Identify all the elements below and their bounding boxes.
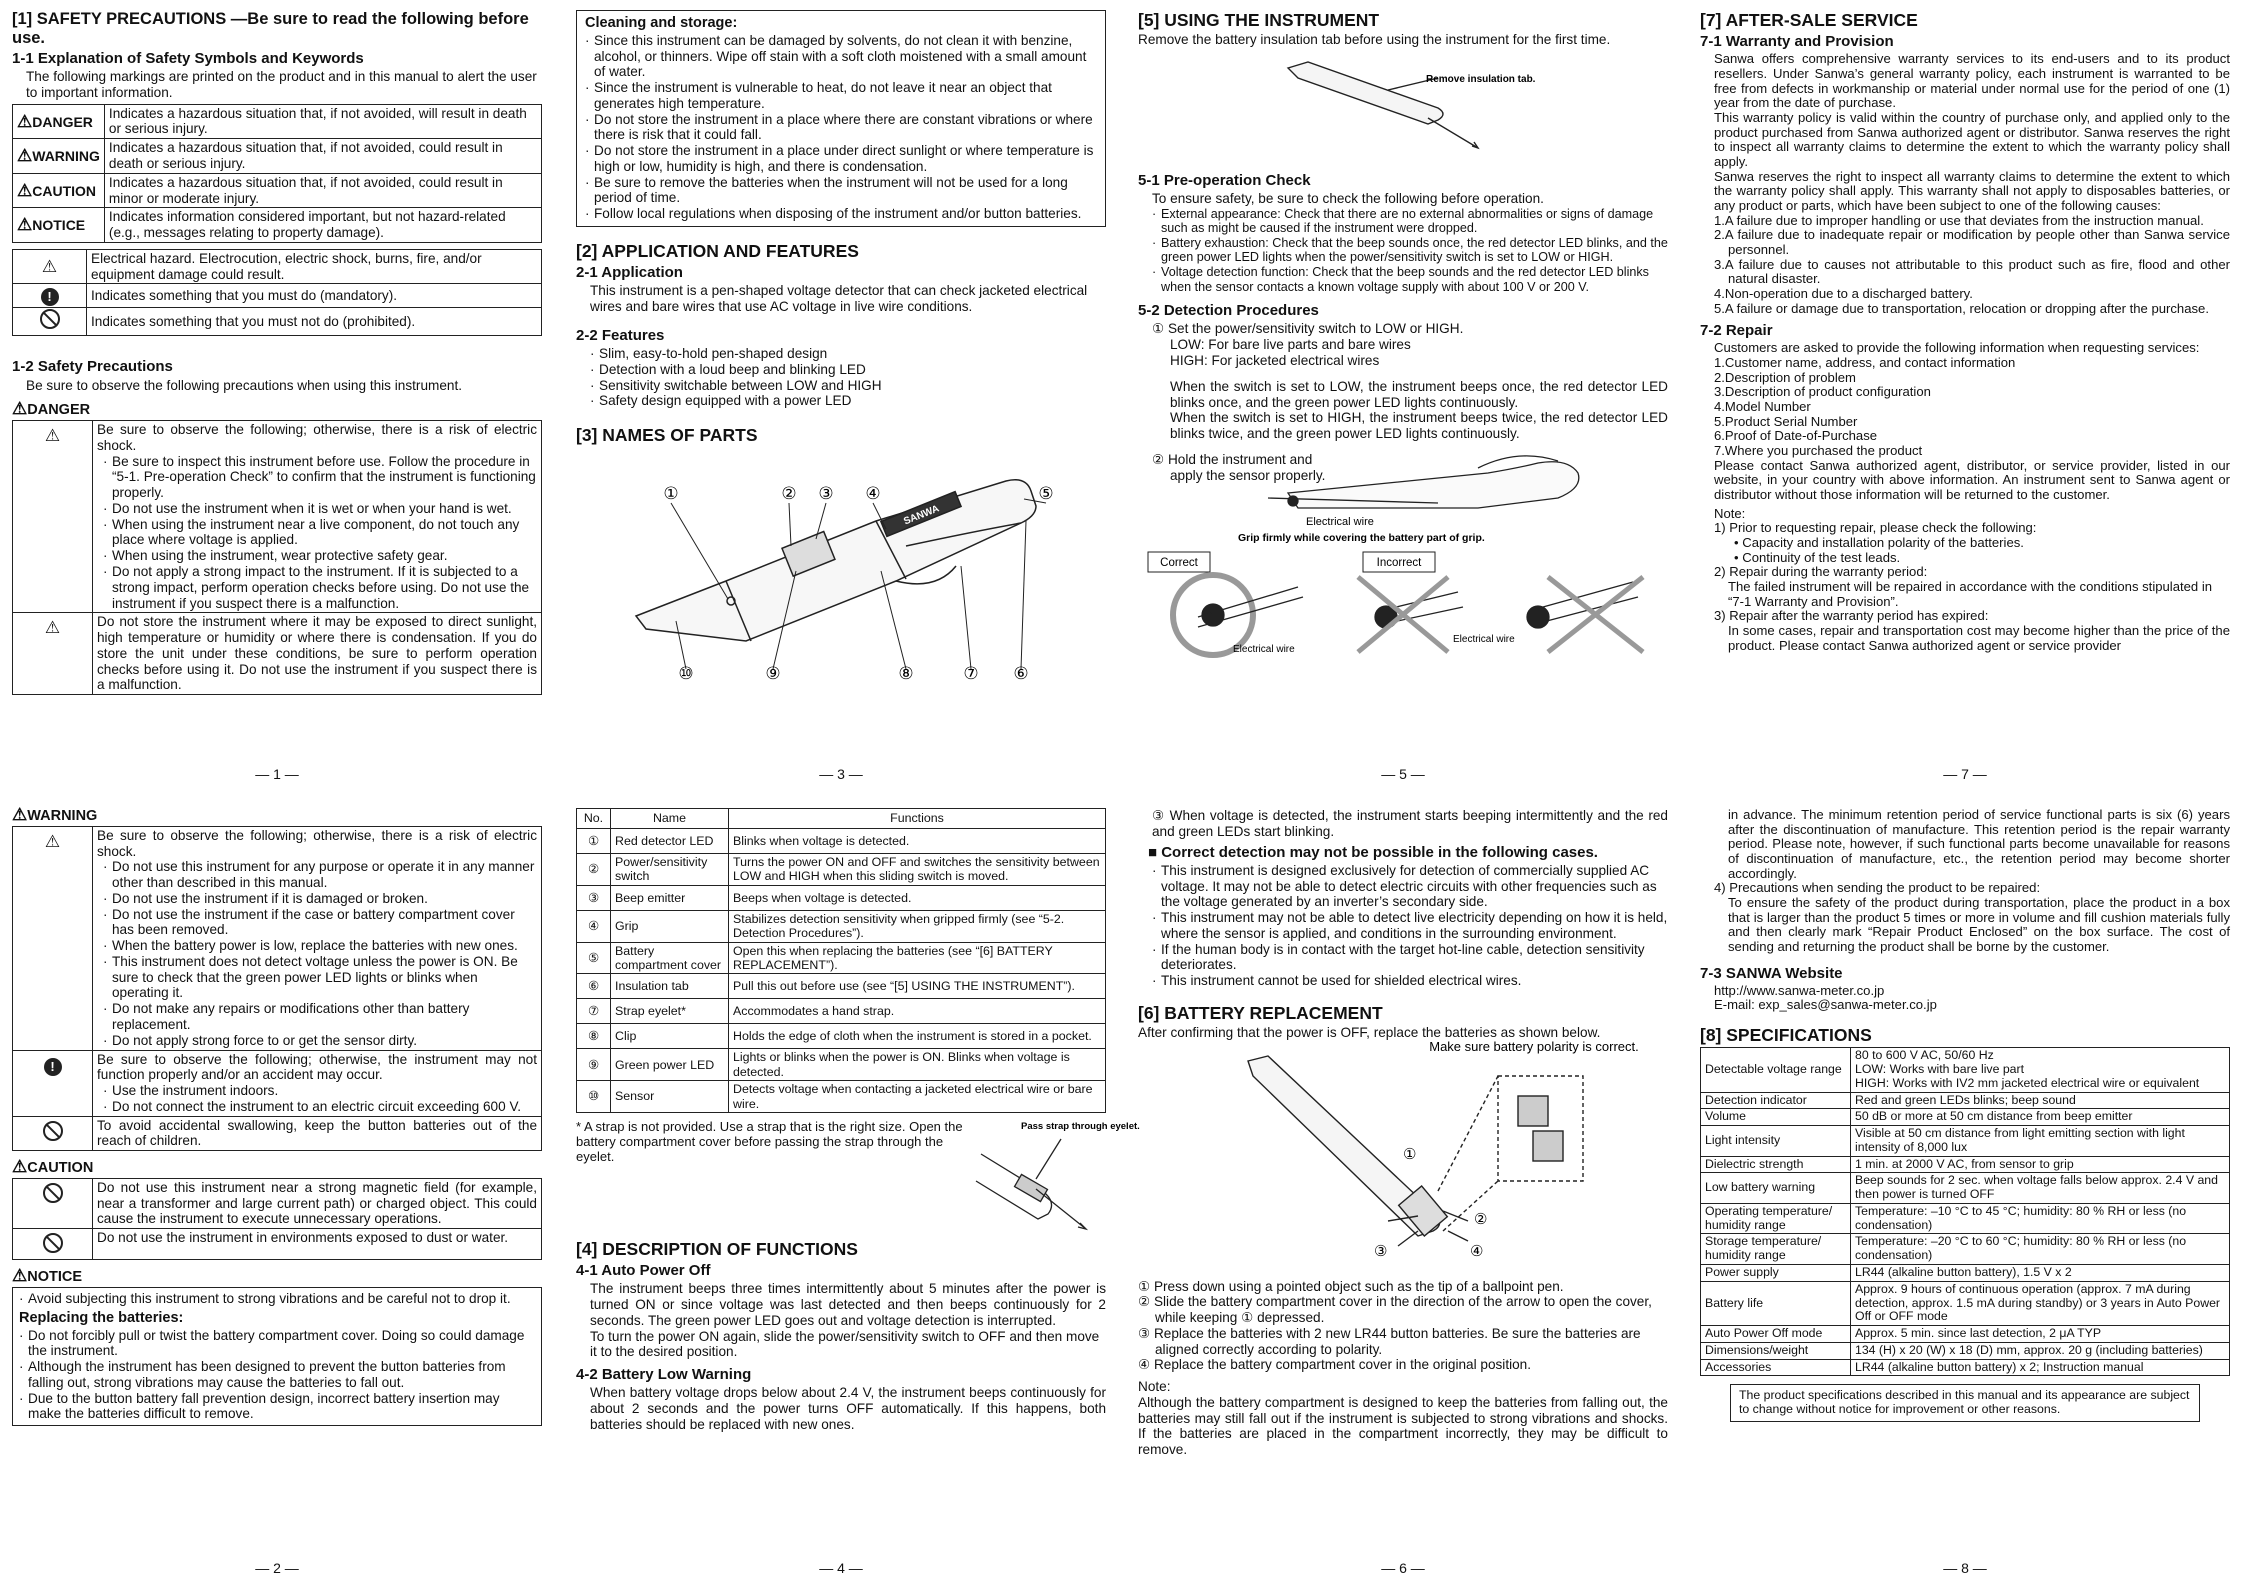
page-2 [12, 805, 542, 1550]
list-item: Continuity of the test leads. [1742, 549, 1901, 565]
strap-figure [976, 1119, 1140, 1234]
list-item: · This instrument is designed exclusively for detection of commercially supplied AC voltage. It may not be able to detect electric circuits with other frequencies such as the voltage generated by an inverter’s secondary side. [1152, 863, 1668, 910]
mandatory-icon: ! [41, 288, 59, 306]
keyword-text: Indicates information considered important, but not hazard-related (e.g., messages relating to property damage). [104, 208, 541, 243]
pen-illustration [636, 480, 1036, 641]
step-2: ② Hold the instrument and [1152, 451, 1313, 467]
caution-row [13, 1229, 542, 1260]
list-item: 1.A failure due to improper handling or use that deviates from the instruction manual. [1714, 212, 2204, 228]
section-4-1-text: The instrument beeps three times intermittently about 5 minutes after the power is turned ON or since voltage was last detected and then beeps continuously for 2 seconds. The green power LED goes out and voltage detection is interrupted. [590, 1281, 1106, 1328]
list-item: 3.A failure due to causes not attributable to this product such as fire, flood and other natural disaster. [1714, 256, 2230, 287]
correct-label: Correct [1160, 557, 1198, 570]
prohibited-icon [40, 309, 60, 329]
list-item: · When using the instrument, wear protective safety gear. [103, 548, 537, 564]
table-row: ⑩ Sensor Detects voltage when contacting a jacketed electrical wire or bare wire. [577, 1081, 1106, 1113]
section-4-2-title: 4-2 Battery Low Warning [576, 1366, 752, 1384]
prohibited-icon [43, 1183, 63, 1203]
warning-triangle-icon: ⚠ [12, 399, 28, 419]
list-item: · Do not use the instrument if it is damaged or broken. [103, 891, 537, 907]
step-1-desc-2: When the switch is set to HIGH, the instrument beeps twice, the red detector LED blinks twice, and the green power LED lights continuously. [1170, 410, 1668, 442]
keyword-table [12, 104, 542, 243]
symbol-text: Electrical hazard. Electrocution, electric shock, burns, fire, and/or equipment damage could result. [87, 249, 542, 284]
page-number: — 2 — [255, 1560, 299, 1576]
list-item: 5.A failure or damage due to transportation, relocation or dropping after the purchase. [1714, 300, 2209, 316]
section-7-2-title: 7-2 Repair [1700, 322, 1773, 340]
warning-triangle-icon: ⚠ [12, 1266, 28, 1286]
table-row: Low battery warning Beep sounds for 2 sec. when voltage falls below approx. 2.4 V and then power is turned OFF [1701, 1173, 2230, 1204]
danger-table [12, 420, 542, 695]
table-header-row [577, 809, 1106, 829]
section-5-1-intro: To ensure safety, be sure to check the following before operation. [1152, 190, 1544, 206]
note-item: 2) Repair during the warranty period: [1714, 564, 1928, 580]
section-5-intro: Remove the battery insulation tab before using the instrument for the first time. [1138, 32, 1611, 48]
list-item: · Do not store the instrument in a place where there are constant vibrations or where there is risk that it could fall. [585, 112, 1097, 144]
section-2-1-text: This instrument is a pen-shaped voltage detector that can check jacketed electrical wires and bare wires that use AC voltage in live wire conditions. [590, 283, 1088, 315]
step-1: ① Set the power/sensitivity switch to LOW or HIGH. [1152, 321, 1464, 337]
warning-triangle-icon: ⚠ [12, 1157, 28, 1177]
caution-text: Do not use this instrument near a strong magnetic field (for example, near a transformer and large current path) or charged object. This could cause the instrument to execute unnecessary operations. [97, 1179, 537, 1227]
table-row: Auto Power Off mode Approx. 5 min. since last detection, 2 μA TYP [1701, 1326, 2230, 1343]
list-item: · If the human body is in contact with the target hot-line cable, detection sensitivity deteriorates. [1152, 942, 1668, 974]
symbol-row [13, 249, 542, 284]
section-1-2-title: 1-2 Safety Precautions [12, 358, 173, 376]
table-row: Detectable voltage range 80 to 600 V AC, 50/60 Hz LOW: Works with bare live part HIGH: Works with IV2 mm jacketed electrical wire or equivalent [1701, 1048, 2230, 1092]
spec-table [1700, 1047, 2230, 1376]
keyword-row [13, 139, 542, 174]
list-item: 4.Model Number [1714, 399, 1811, 415]
electrical-wire-label: Electrical wire [1306, 516, 1374, 529]
section-5-title: [5] USING THE INSTRUMENT [1138, 10, 1380, 30]
page-6 [1138, 808, 1668, 1553]
list-item: · Battery exhaustion: Check that the beep sounds once, the red detector LED blinks, and the green power LED lights when the power/sensitivity switch is set to LOW or HIGH. [1152, 236, 1668, 265]
website-link[interactable]: http://www.sanwa-meter.co.jp [1714, 982, 1885, 998]
battery-steps [1138, 1279, 1668, 1374]
insulation-tab-figure [1138, 48, 1668, 158]
list-item: · Do not make any repairs or modifications other than battery replacement. [103, 1001, 537, 1033]
list-item: · This instrument cannot be used for shielded electrical wires. [1152, 973, 1668, 989]
note-text: To ensure the safety of the product during transportation, place the product in a box that is larger than the product 5 times or more in volume and fill cushion materials fully and then clearly mark “Repair Product Enclosed” on the box surface. The cost of sending and returning the product shall be borne by the customer. [1728, 894, 2230, 954]
table-row: Detection indicator Red and green LEDs blinks; beep sound [1701, 1092, 2230, 1109]
list-item: · Although the instrument has been designed to prevent the button batteries from falling out, strong vibrations may cause the batteries to fall out. [19, 1359, 535, 1391]
list-item: · Sensitivity switchable between LOW and HIGH [590, 378, 1106, 394]
note-item: 4) Precautions when sending the product to be repaired: [1714, 880, 2041, 896]
list-item: · Slim, easy-to-hold pen-shaped design [590, 346, 1106, 362]
keyword-text: Indicates a hazardous situation that, if not avoided, could result in minor or moderate injury. [104, 173, 541, 208]
warranty-text: Sanwa reserves the right to inspect all warranty claims to determine the extent to which the warranty policy shall apply. This warranty shall not apply to disposables batteries, or any product or parts, which have been subject to one of the following causes: [1714, 168, 2230, 213]
section-5-1-title: 5-1 Pre-operation Check [1138, 171, 1311, 189]
step-1-desc: When the switch is set to LOW, the instrument beeps once, the red detector LED blinks once, and the green power LED lights continuously. [1170, 378, 1668, 410]
page-number: — 8 — [1943, 1560, 1987, 1576]
note-text: In some cases, repair and transportation cost may become higher than the price of the product. Please contact Sanwa authorized agent or service provider [1728, 622, 2230, 653]
page-number: — 3 — [819, 766, 863, 782]
list-item: · Do not apply strong force to or get the sensor dirty. [103, 1033, 537, 1049]
danger-intro: Be sure to observe the following; otherwise, there is a risk of electric shock. [97, 422, 537, 453]
notice-heading: NOTICE [27, 1269, 83, 1286]
warning-intro: Be sure to observe the following; otherwise, the instrument may not function properly and/or an accident may occur. [97, 1051, 537, 1083]
warning-heading: WARNING [27, 808, 98, 824]
warning-list [97, 859, 537, 1048]
list-item: · Do not use this instrument for any purpose or operate it in any manner other than described in this manual. [103, 859, 537, 891]
repair-intro: Customers are asked to provide the following information when requesting services: [1714, 340, 2200, 356]
table-row: Dielectric strength 1 min. at 2000 V AC, from sensor to grip [1701, 1156, 2230, 1173]
note-text: The failed instrument will be repaired in accordance with the conditions stipulated in “7-1 Warranty and Provision”. [1728, 578, 2213, 609]
column-header: Name [611, 809, 729, 829]
step-1-low: LOW: For bare live parts and bare wires [1170, 337, 1411, 353]
electrical-hazard-icon: ⚠ [41, 257, 58, 277]
danger-heading: DANGER [27, 402, 91, 419]
warning-triangle-icon: ⚠ [17, 215, 33, 235]
parts-table [576, 808, 1106, 1113]
replacing-batteries-title: Replacing the batteries: [19, 1309, 184, 1326]
table-row: ④ Grip Stabilizes detection sensitivity when gripped firmly (see “5-2. Detection Procedures”). [577, 910, 1106, 942]
symbol-row [13, 308, 542, 336]
list-item: Capacity and installation polarity of the batteries. [1742, 534, 2024, 550]
warning-intro: Be sure to observe the following; otherwise, there is a risk of electric shock. [97, 827, 537, 859]
keyword-row [13, 208, 542, 243]
list-item: 4.Non-operation due to a discharged battery. [1714, 285, 1973, 301]
callout-2: ② [781, 484, 797, 504]
list-item: 1.Customer name, address, and contact information [1714, 355, 2016, 371]
spec-note: The product specifications described in this manual and its appearance are subject to change without notice for improvement or other reasons. [1730, 1384, 2200, 1422]
incorrect-label: Incorrect [1376, 557, 1422, 570]
warranty-text: This warranty policy is valid within the country of purchase only, and applied only to the product purchased from Sanwa authorized agent or distributor. Sanwa reserves the right to inspect all warranty claims to determine the extent to which the warranty policy shall apply. [1714, 110, 2230, 169]
list-item: 2.A failure due to inadequate repair or modification by people other than Sanwa service personnel. [1714, 227, 2230, 257]
warning-text: To avoid accidental swallowing, keep the button batteries out of the reach of children. [97, 1117, 537, 1149]
electrical-hazard-icon: ⚠ [44, 831, 61, 851]
table-row: ⑥ Insulation tab Pull this out before use (see “[5] USING THE INSTRUMENT”). [577, 974, 1106, 999]
list-item: · Avoid subjecting this instrument to strong vibrations and be careful not to drop it. [19, 1291, 535, 1307]
callout-9: ⑨ [765, 664, 781, 684]
polarity-label: Make sure battery polarity is correct. [1429, 1038, 1639, 1054]
keyword-label: CAUTION [32, 182, 97, 199]
section-7-1-title: 7-1 Warranty and Provision [1700, 33, 1894, 51]
list-item: · Safety design equipped with a power LED [590, 393, 1106, 409]
callout-8: ⑧ [898, 664, 914, 684]
list-item: 3.Description of product configuration [1714, 384, 1931, 400]
electrical-wire-label: Electrical wire [1233, 644, 1295, 656]
section-2-2-title: 2-2 Features [576, 326, 665, 344]
list-item: 7.Where you purchased the product [1714, 443, 1923, 459]
no-detection-title: ■ Correct detection may not be possible in the following cases. [1148, 843, 1598, 861]
list-item: · Do not use the instrument when it is wet or when your hand is wet. [103, 501, 537, 517]
keyword-label: DANGER [32, 113, 93, 130]
table-row: Operating temperature/ humidity range Temperature: –10 °C to 45 °C; humidity: 80 % RH or less (no condensation) [1701, 1203, 2230, 1234]
list-item: · Since this instrument can be damaged by solvents, do not clean it with benzine, alcohol, or thinners. Wipe off stain with a soft cloth moistened with a small amount of water. [585, 33, 1097, 80]
list-item: · Do not forcibly pull or twist the battery compartment cover. Doing so could damage the instrument. [19, 1328, 535, 1360]
list-item: · When the battery power is low, replace the batteries with new ones. [103, 938, 537, 954]
list-item: · Be sure to inspect this instrument before use. Follow the procedure in “5-1. Pre-operation Check” to confirm that the instrument is functioning properly. [103, 454, 537, 501]
list-item: · Detection with a loud beep and blinking LED [590, 362, 1106, 378]
electrical-hazard-icon: ⚠ [44, 618, 61, 638]
insulation-tab-label: Remove insulation tab. [1426, 73, 1536, 85]
note-item: 3) Repair after the warranty period has expired: [1714, 608, 1989, 624]
section-2-1-title: 2-1 Application [576, 264, 683, 282]
table-row: ⑤ Battery compartment cover Open this when replacing the batteries (see “[6] BATTERY REPLACEMENT”). [577, 942, 1106, 974]
section-1-1-title: 1-1 Explanation of Safety Symbols and Keywords [12, 49, 364, 67]
caution-row [13, 1178, 542, 1228]
warning-triangle-icon: ⚠ [17, 180, 33, 200]
section-7-3-title: 7-3 SANWA Website [1700, 964, 1843, 982]
callout-10: ⑩ [678, 664, 694, 684]
page-number: — 7 — [1943, 766, 1987, 782]
list-item: · Voltage detection function: Check that the beep sounds and the red detector LED blinks when the sensor contacts a known voltage supply with about 100 V or 200 V. [1152, 265, 1668, 294]
features-list [576, 346, 1106, 409]
page-1 [12, 10, 542, 755]
correct-incorrect-figure [1138, 547, 1668, 657]
list-item: · This instrument does not detect voltage unless the power is ON. Be sure to check that the green power LED lights or blinks when operating it. [103, 954, 537, 1001]
fig-callout-1: ① [1403, 1145, 1417, 1163]
no-detection-list [1138, 863, 1668, 989]
section-5-2-title: 5-2 Detection Procedures [1138, 302, 1319, 320]
table-row: Volume 50 dB or more at 50 cm distance from beep emitter [1701, 1109, 2230, 1126]
keyword-row [13, 173, 542, 208]
step-2b: apply the sensor properly. [1170, 467, 1326, 483]
section-8-title: [8] SPECIFICATIONS [1700, 1025, 1872, 1046]
section-1-1-intro: The following markings are printed on the product and in this manual to alert the user to important information. [26, 69, 537, 100]
table-row: ② Power/sensitivity switch Turns the power ON and OFF and switches the sensitivity between LOW and HIGH when this sliding switch is moved. [577, 854, 1106, 886]
table-row: ⑧ Clip Holds the edge of cloth when the instrument is stored in a pocket. [577, 1024, 1106, 1049]
danger-list [97, 454, 537, 612]
list-item: · Due to the button battery fall prevention design, incorrect battery insertion may make the batteries difficult to remove. [19, 1391, 535, 1423]
page-3 [576, 10, 1106, 755]
page-number: — 6 — [1381, 1560, 1425, 1576]
electrical-wire-label: Electrical wire [1453, 634, 1515, 646]
symbol-text: Indicates something that you must do (mandatory). [87, 284, 542, 308]
cleaning-box [576, 10, 1106, 227]
symbol-table [12, 249, 542, 336]
page-number: — 4 — [819, 1560, 863, 1576]
battery-figure [1138, 1038, 1668, 1271]
pen-brand-text: SANWA [902, 503, 941, 528]
keyword-text: Indicates a hazardous situation that, if not avoided, could result in death or serious injury. [104, 139, 541, 174]
notice-box [12, 1287, 542, 1426]
caution-table [12, 1178, 542, 1260]
parts-diagram [576, 451, 1106, 684]
section-1-2-intro: Be sure to observe the following precautions when using this instrument. [26, 377, 462, 393]
page-number: — 1 — [255, 766, 299, 782]
table-row: Battery life Approx. 9 hours of continuous operation (approx. 7 mA during detection, approx. 1.5 mA during standby) or 3 years in Auto Power Off or OFF mode [1701, 1281, 2230, 1325]
cleaning-title: Cleaning and storage: [585, 15, 738, 31]
list-item: 6.Proof of Date-of-Purchase [1714, 428, 1878, 444]
grip-figure [1138, 453, 1668, 543]
list-item: · Use the instrument indoors. [103, 1083, 537, 1099]
list-item: ① Press down using a pointed object such as the tip of a ballpoint pen. [1138, 1278, 1564, 1294]
list-item: · Do not connect the instrument to an electric circuit exceeding 600 V. [103, 1099, 537, 1115]
callout-3: ③ [818, 484, 834, 504]
section-4-1-text-2: To turn the power ON again, slide the power/sensitivity switch to OFF and then move it to the desired position. [590, 1328, 1100, 1360]
note-item: 1) Prior to requesting repair, please check the following: [1714, 520, 2037, 536]
table-row: ③ Beep emitter Beeps when voltage is detected. [577, 885, 1106, 910]
section-4-2-text: When battery voltage drops below about 2.4 V, the instrument beeps continuously for about 2 seconds and the power turns OFF automatically. If this happens, both batteries should be replaced with new ones. [590, 1385, 1106, 1432]
page-7: [7] AFTER-SALE SERVICE 7-1 Warranty and Provision Sanwa offers comprehensive warranty services to its end-users and to its product resellers. Under Sanwa’s general warranty policy, each instrument is warranted to be free from defects in workmanship or material under normal use for the period of one (1) year from the date of purchase. This warranty policy is valid within the country of purchase only, and applied only to the product purchased from Sanwa authorized agent or distributor. Sanwa reserves the right to inspect all warranty claims to determine the extent to which the warranty policy shall apply. Sanwa reserves the right to inspect all warranty claims to determine the extent to which the warranty policy shall apply. This warranty shall not apply to disposables batteries, or any product or parts, which have been subject to one of the following causes: 1.A failure due to improper handling or use that deviates from the instruction manual. 2.A failure due to inadequate repair or modification by people other than Sanwa service personnel. 3.A failure due to causes not attributable to this product such as fire, flood and other natural disaster. 4.Non-operation due to a discharged battery. 5.A failure or damage due to transportation, relocation or dropping after the purchase. 7-2 Repair Customers are asked to provide the following information when requesting services: 1.Customer name, address, and contact information 2.Description of problem 3.Description of product configuration 4.Model Number 5.Product Serial Number 6.Proof of Date-of-Purchase 7.Where you purchased the product Please contact Sanwa authorized agent, distributor, or service provider, listed in our website, in your country with above information. An instrument sent to Sanwa agent or distributor without those information will be returned to the customer. Note: 1) Prior to requesting repair, please check the following: • Capacity and installation polarity of the batteries. • Continuity of the test leads. 2) Repair during the warranty period: The failed instrument will be repaired in accordance with the conditions stipulated in “7-1 Warranty and Provision”. 3) Repair after the warranty period has expired: In some cases, repair and transportation cost may become higher than the price of the product. Please contact Sanwa authorized agent or service provider [1700, 10, 2230, 653]
caution-heading: CAUTION [27, 1160, 94, 1177]
list-item: · Be sure to remove the batteries when the instrument will not be used for a long period of time. [585, 175, 1097, 207]
section-4-1-title: 4-1 Auto Power Off [576, 1262, 711, 1280]
list-item: · Do not apply a strong impact to the instrument. If it is subjected to a strong impact, perform operation checks before using. Do not use the instrument if you suspect there is a malfunction. [103, 564, 537, 611]
section-6-title: [6] BATTERY REPLACEMENT [1138, 1002, 1383, 1023]
table-row: ⑨ Green power LED Lights or blinks when the power is ON. Blinks when voltage is detected. [577, 1049, 1106, 1081]
fig-callout-4: ④ [1470, 1242, 1484, 1260]
callout-1: ① [663, 484, 679, 504]
note-title: Note: [1138, 1379, 1171, 1395]
table-row: Power supply LR44 (alkaline button battery), 1.5 V x 2 [1701, 1264, 2230, 1281]
keyword-row [13, 104, 542, 139]
step-1-high: HIGH: For jacketed electrical wires [1170, 353, 1380, 369]
warning-triangle-icon: ⚠ [12, 805, 28, 824]
callout-5: ⑤ [1038, 484, 1054, 504]
list-item: · When using the instrument near a live component, do not touch any place where voltage is applied. [103, 517, 537, 549]
list-item: ③ Replace the batteries with 2 new LR44 button batteries. Be sure the batteries are aligned correctly according to polarity. [1138, 1325, 1641, 1357]
fig-callout-2: ② [1474, 1210, 1488, 1228]
page-5 [1138, 10, 1668, 755]
strap-note: * A strap is not provided. Use a strap that is the right size. Open the battery compartment cover before passing the strap through the eyelet. [576, 1118, 963, 1165]
warning-row [13, 1050, 542, 1116]
table-row: Storage temperature/ humidity range Temperature: –20 °C to 60 °C; humidity: 80 % RH or less (no condensation) [1701, 1234, 2230, 1265]
page-number: — 5 — [1381, 766, 1425, 782]
warning-triangle-icon: ⚠ [17, 146, 33, 166]
danger-row [13, 421, 542, 613]
list-item: ② Slide the battery compartment cover in the direction of the arrow to open the cover, while keeping ① depressed. [1138, 1294, 1652, 1326]
prohibited-icon [43, 1121, 63, 1141]
section-2-title: [2] APPLICATION AND FEATURES [576, 241, 859, 261]
warning-row [13, 1116, 542, 1151]
table-row: ① Red detector LED Blinks when voltage is detected. [577, 829, 1106, 854]
danger-row [13, 613, 542, 695]
caution-text: Do not use the instrument in environments exposed to dust or water. [97, 1230, 509, 1246]
list-item: · Do not use the instrument if the case or battery compartment cover has been removed. [103, 907, 537, 939]
section-1-title: [1] SAFETY PRECAUTIONS —Be sure to read the following before use. [12, 10, 529, 47]
table-row: Accessories LR44 (alkaline button battery) x 2; Instruction manual [1701, 1359, 2230, 1376]
replacing-list [19, 1328, 535, 1423]
warranty-text: Sanwa offers comprehensive warranty services to its end-users and to its product resellers. Under Sanwa’s general warranty policy, each instrument is warranted to be free from defects in workmanship or material under normal use for the period of one (1) year from the date of purchase. [1714, 51, 2230, 111]
keyword-text: Indicates a hazardous situation that, if not avoided, will result in death or serious injury. [104, 104, 541, 139]
keyword-label: NOTICE [32, 217, 86, 234]
symbol-row [13, 284, 542, 308]
warning-triangle-icon: ⚠ [17, 111, 33, 131]
prohibited-icon [43, 1233, 63, 1253]
keyword-label: WARNING [32, 148, 100, 165]
page-8 [1700, 808, 2230, 1553]
column-header: Functions [729, 809, 1106, 829]
electrical-hazard-icon: ⚠ [44, 426, 61, 446]
page-4 [576, 808, 1140, 1553]
cleaning-list [585, 33, 1097, 222]
section-3-title: [3] NAMES OF PARTS [576, 425, 758, 446]
callout-6: ⑥ [1013, 664, 1029, 684]
strap-label: Pass strap through eyelet. [1021, 1120, 1140, 1132]
table-row: Dimensions/weight 134 (H) x 20 (W) x 18 (D) mm, approx. 20 g (including batteries) [1701, 1342, 2230, 1359]
warning-table [12, 826, 542, 1151]
symbol-text: Indicates something that you must not do (prohibited). [87, 308, 542, 336]
repair-text: Please contact Sanwa authorized agent, distributor, or service provider, listed in our website, in your country with above information. An instrument sent to Sanwa agent or distributor without those information will be returned to the customer. [1714, 457, 2230, 502]
section-6-intro: After confirming that the power is OFF, replace the batteries as shown below. [1138, 1025, 1601, 1041]
table-row: Light intensity Visible at 50 cm distance from light emitting section with light intensity of 8,000 lux [1701, 1126, 2230, 1157]
list-item: 2.Description of problem [1714, 369, 1856, 385]
warning-row [13, 826, 542, 1050]
email-link[interactable]: E-mail: exp_sales@sanwa-meter.co.jp [1714, 997, 1937, 1013]
list-item: · This instrument may not be able to detect live electricity depending on how it is held, where the sensor is applied, and conditions in the surrounding environment. [1152, 910, 1668, 942]
step-3: ③ When voltage is detected, the instrument starts beeping intermittently and the red and green LEDs start blinking. [1152, 808, 1668, 839]
callout-7: ⑦ [963, 664, 979, 684]
column-header: No. [577, 809, 611, 829]
grip-label: Grip firmly while covering the battery part of grip. [1238, 532, 1485, 545]
list-item: · Do not store the instrument in a place under direct sunlight or where temperature is high or low, humidity is high, and there is condensation. [585, 143, 1097, 175]
list-item: · External appearance: Check that there are no external abnormalities or signs of damage such as might be caused if the instrument were dropped. [1152, 207, 1668, 236]
section-4-title: [4] DESCRIPTION OF FUNCTIONS [576, 1238, 858, 1259]
warning-list [97, 1083, 537, 1115]
list-item: 5.Product Serial Number [1714, 413, 1858, 429]
fig-callout-3: ③ [1374, 1242, 1388, 1260]
note-text: Although the battery compartment is designed to keep the batteries from falling out, the batteries may still fall out if the instrument is subjected to strong vibrations and shocks. If the batteries are placed in the compartment incorrectly, they may be difficult to remove. [1138, 1394, 1668, 1458]
section-7-title: [7] AFTER-SALE SERVICE [1700, 10, 1918, 30]
note-text: in advance. The minimum retention period of service functional parts is six (6) years after the discontinuation of manufacture. This retention period is the repair warranty period. Please note, however, if such functional parts become unavailable for reasons of discontinuation of manufacture, etc., the retention period may become shorter accordingly. [1728, 807, 2230, 881]
table-row: ⑦ Strap eyelet* Accommodates a hand strap. [577, 999, 1106, 1024]
list-item: ④ Replace the battery compartment cover in the original position. [1138, 1357, 1532, 1373]
danger-text: Do not store the instrument where it may be exposed to direct sunlight, high temperature or humidity or where there is condensation. If you do store the unit under these conditions, be sure to perform operation checks before using it. Do not use the instrument if you suspect there is a malfunction. [97, 614, 537, 693]
list-item: · Since the instrument is vulnerable to heat, do not leave it near an object that generates high temperature. [585, 80, 1097, 112]
note-title: Note: [1714, 505, 1746, 521]
mandatory-icon: ! [44, 1058, 62, 1076]
precheck-list [1138, 207, 1668, 295]
callout-4: ④ [865, 484, 881, 504]
list-item: · Follow local regulations when disposing of the instrument and/or button batteries. [585, 206, 1097, 222]
